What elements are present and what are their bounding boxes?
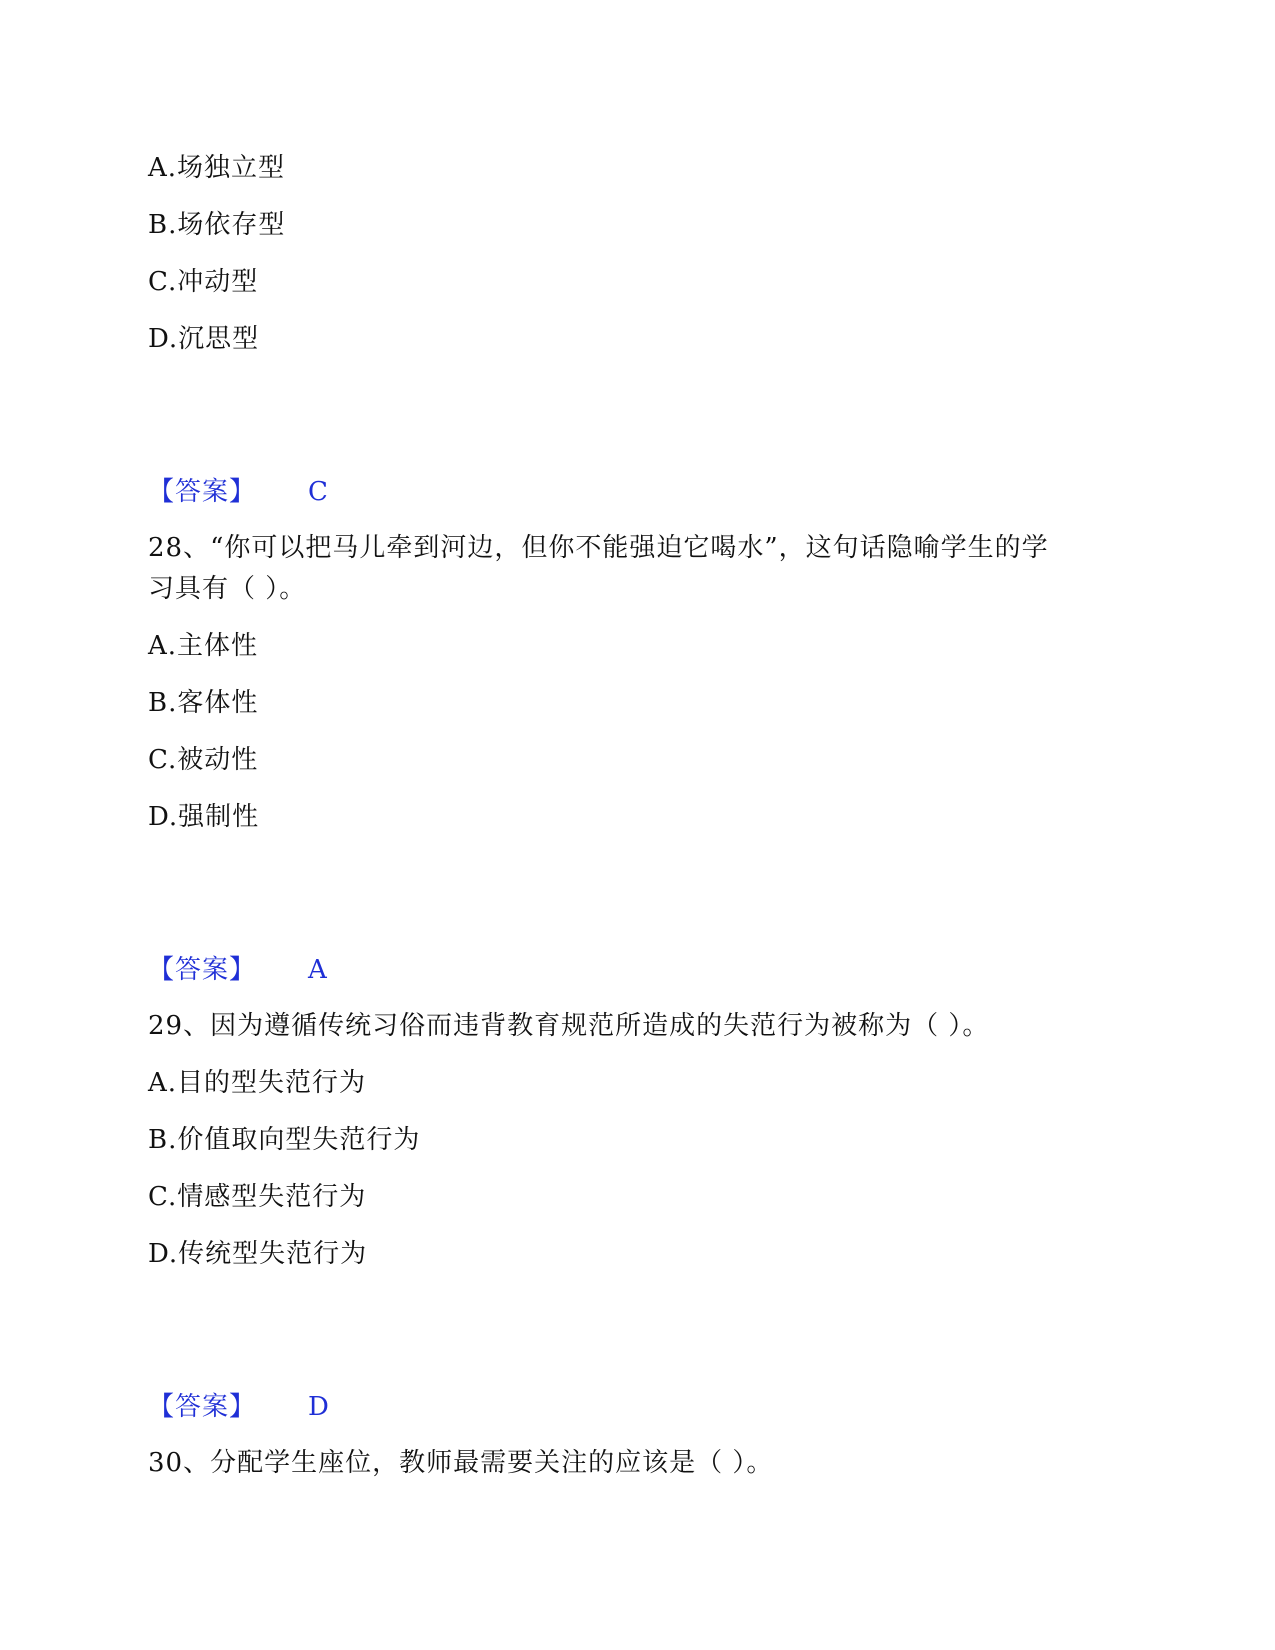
q28-option-c: C.被动性 — [148, 745, 259, 775]
q27-option-b: B.场依存型 — [148, 210, 286, 240]
q27-option-d: D.沉思型 — [148, 324, 260, 354]
q28-option-b: B.客体性 — [148, 688, 259, 718]
q29-option-d: D.传统型失范行为 — [148, 1239, 368, 1269]
q28-option-d: D.强制性 — [148, 802, 260, 832]
q27-answer — [148, 472, 329, 512]
q29-option-a: A.目的型失范行为 — [148, 1068, 367, 1098]
q29-answer — [148, 1387, 330, 1427]
q29-option-c: C.情感型失范行为 — [148, 1182, 367, 1212]
q28-option-a: A.主体性 — [148, 631, 259, 661]
answer-label: 【答案】 — [148, 477, 257, 507]
answer-value: C — [308, 477, 329, 507]
answer-value: D — [308, 1392, 330, 1422]
q28-stem-line1: 28、“你可以把马儿牵到河边，但你不能强迫它喝水”，这句话隐喻学生的学 — [148, 533, 1049, 563]
answer-label: 【答案】 — [148, 1392, 257, 1422]
answer-value: A — [308, 955, 328, 985]
q27-option-c: C.冲动型 — [148, 267, 259, 297]
q28-answer — [148, 950, 328, 990]
q29-stem: 29、因为遵循传统习俗而违背教育规范所造成的失范行为被称为（ ）。 — [148, 1011, 990, 1041]
q28-stem-line2: 习具有（ ）。 — [148, 574, 307, 604]
answer-label: 【答案】 — [148, 955, 257, 985]
q29-option-b: B.价值取向型失范行为 — [148, 1125, 421, 1155]
q30-stem: 30、分配学生座位，教师最需要关注的应该是（ ）。 — [148, 1448, 774, 1478]
q27-option-a: A.场独立型 — [148, 153, 286, 183]
